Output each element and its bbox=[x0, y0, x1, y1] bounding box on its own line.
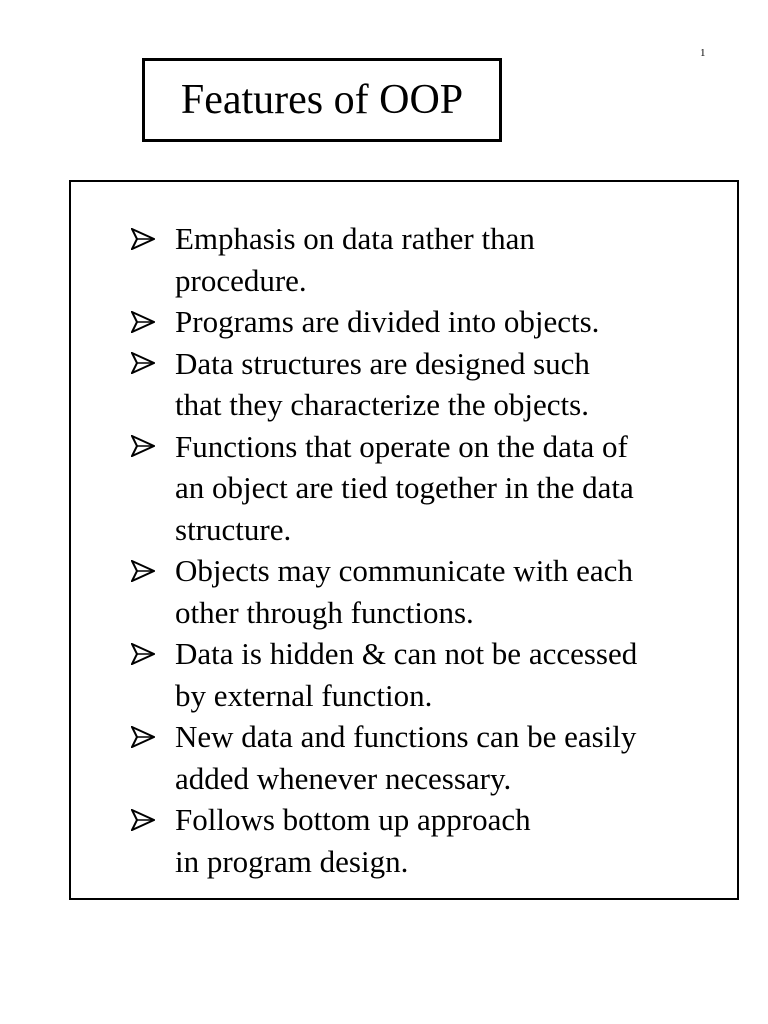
feature-list bbox=[131, 218, 711, 882]
page-title: Features of OOP bbox=[180, 77, 464, 123]
arrowhead-bullet-icon bbox=[131, 343, 157, 385]
feature-item-3 bbox=[131, 343, 711, 426]
feature-line: in program design. bbox=[175, 843, 409, 879]
feature-line: New data and functions can be easily bbox=[175, 719, 637, 754]
feature-line: Functions that operate on the data of bbox=[175, 428, 628, 464]
feature-line: Programs are divided into objects. bbox=[175, 304, 600, 339]
feature-line: added whenever necessary. bbox=[175, 760, 512, 796]
feature-line: other through functions. bbox=[175, 594, 474, 630]
arrowhead-bullet-icon bbox=[131, 301, 157, 343]
feature-line: Data is hidden & can not be accessed bbox=[175, 636, 638, 671]
arrowhead-bullet-icon bbox=[131, 426, 157, 468]
content-box bbox=[69, 180, 739, 900]
feature-line: that they characterize the objects. bbox=[175, 387, 589, 422]
title-box bbox=[142, 58, 502, 142]
feature-item-5 bbox=[131, 550, 711, 633]
feature-item-6 bbox=[131, 633, 711, 716]
arrowhead-bullet-icon bbox=[131, 633, 157, 675]
feature-item-8 bbox=[131, 799, 711, 882]
arrowhead-bullet-icon bbox=[131, 550, 157, 592]
feature-item-1 bbox=[131, 218, 711, 301]
feature-item-2 bbox=[131, 301, 711, 343]
feature-line: Follows bottom up approach bbox=[175, 802, 531, 837]
feature-line: an object are tied together in the data bbox=[175, 470, 634, 505]
feature-line: by external function. bbox=[175, 677, 433, 713]
feature-line: structure. bbox=[175, 511, 292, 547]
feature-item-4 bbox=[131, 426, 711, 551]
feature-line: Data structures are designed such bbox=[175, 345, 590, 381]
feature-line: procedure. bbox=[175, 262, 307, 298]
feature-line: Emphasis on data rather than bbox=[175, 221, 535, 256]
arrowhead-bullet-icon bbox=[131, 218, 157, 260]
feature-item-7 bbox=[131, 716, 711, 799]
arrowhead-bullet-icon bbox=[131, 716, 157, 758]
feature-line: Objects may communicate with each bbox=[175, 553, 633, 588]
page-number: 1 bbox=[700, 47, 706, 59]
arrowhead-bullet-icon bbox=[131, 799, 157, 841]
